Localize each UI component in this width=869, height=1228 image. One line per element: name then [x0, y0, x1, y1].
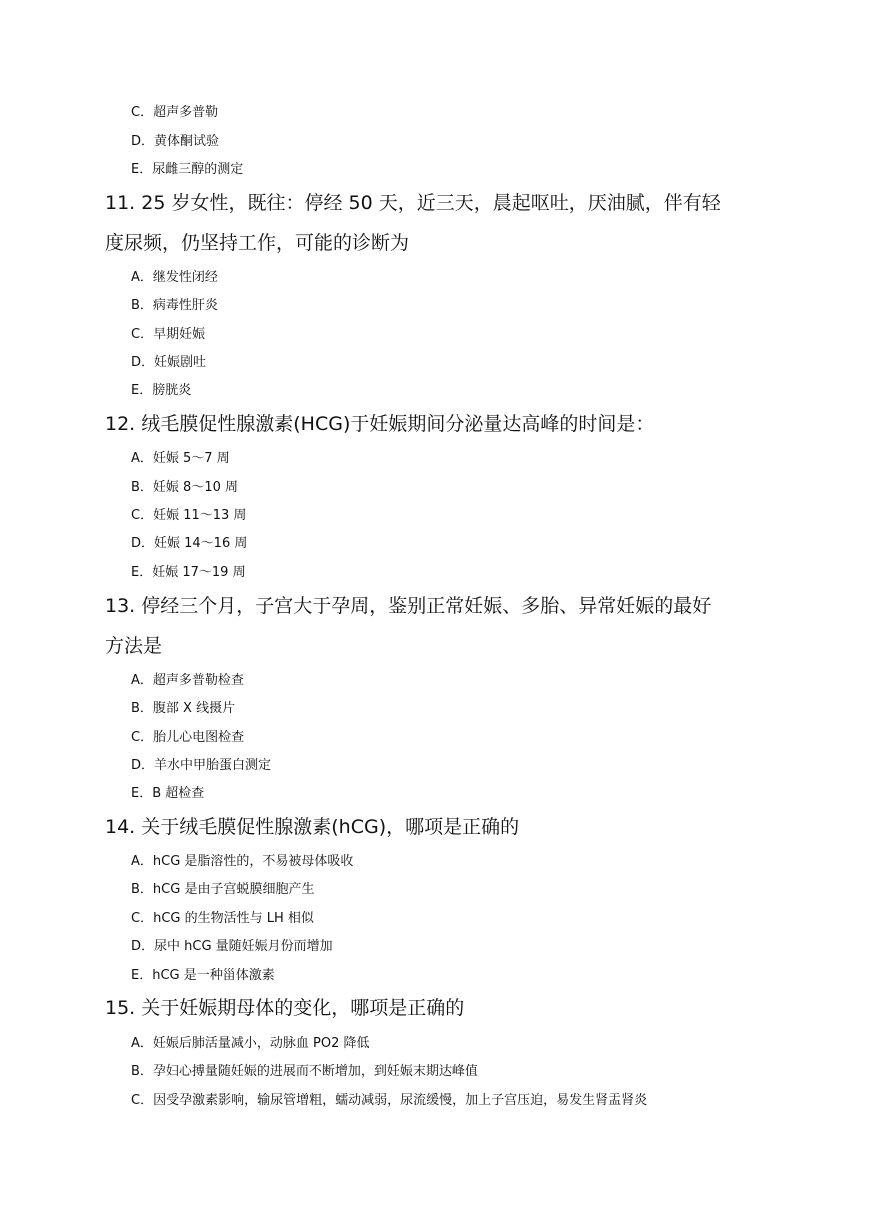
q13-option-a: A．超声多普勒检查 [131, 673, 244, 688]
q10-option-c: C．超声多普勒 [131, 105, 219, 120]
q13-option-b: B．腹部 X 线摄片 [131, 701, 236, 716]
q13-stem-line2: 方法是 [105, 635, 163, 657]
q11-stem-line2: 度尿频，仍坚持工作，可能的诊断为 [105, 232, 410, 254]
q15-option-a: A．妊娠后肺活量减小，动脉血 PO2 降低 [131, 1036, 370, 1051]
q14-option-a: A．hCG 是脂溶性的，不易被母体吸收 [131, 854, 354, 869]
q15-option-b: B．孕妇心搏量随妊娠的进展而不断增加，到妊娠末期达峰值 [131, 1064, 478, 1079]
q12-option-e: E．妊娠 17～19 周 [131, 565, 246, 580]
q15-option-c: C．因受孕激素影响，输尿管增粗，蠕动减弱，尿流缓慢，加上子宫压迫，易发生肾盂肾炎 [131, 1093, 648, 1108]
q11-option-d: D．妊娠剧吐 [131, 355, 207, 370]
q12-stem-line1: 12. 绒毛膜促性腺激素(HCG)于妊娠期间分泌量达高峰的时间是： [105, 413, 655, 435]
q11-stem-line1: 11. 25 岁女性，既往：停经 50 天，近三天，晨起呕吐，厌油腻，伴有轻 [105, 192, 721, 214]
q12-option-a: A．妊娠 5～7 周 [131, 451, 230, 466]
q14-stem-line1: 14. 关于绒毛膜促性腺激素(hCG)，哪项是正确的 [105, 816, 520, 838]
q14-option-c: C．hCG 的生物活性与 LH 相似 [131, 911, 314, 926]
q14-option-b: B．hCG 是由子宫蜕膜细胞产生 [131, 882, 315, 897]
q14-option-d: D．尿中 hCG 量随妊娠月份而增加 [131, 939, 333, 954]
q12-option-b: B．妊娠 8～10 周 [131, 480, 238, 495]
q11-option-b: B．病毒性肝炎 [131, 298, 218, 313]
q11-option-e: E．膀胱炎 [131, 383, 192, 398]
q13-option-c: C．胎儿心电图检查 [131, 730, 245, 745]
q10-option-d: D．黄体酮试验 [131, 134, 220, 149]
q13-option-d: D．羊水中甲胎蛋白测定 [131, 758, 272, 773]
q11-option-c: C．早期妊娠 [131, 327, 206, 342]
q10-option-e: E．尿雌三醇的测定 [131, 162, 244, 177]
q12-option-d: D．妊娠 14～16 周 [131, 536, 248, 551]
q15-stem-line1: 15. 关于妊娠期母体的变化，哪项是正确的 [105, 997, 465, 1019]
q11-option-a: A．继发性闭经 [131, 270, 218, 285]
q13-stem-line1: 13. 停经三个月，子宫大于孕周，鉴别正常妊娠、多胎、异常妊娠的最好 [105, 595, 712, 617]
q14-option-e: E．hCG 是一种甾体激素 [131, 968, 275, 983]
q12-option-c: C．妊娠 11～13 周 [131, 508, 247, 523]
q13-option-e: E．B 超检查 [131, 786, 205, 801]
